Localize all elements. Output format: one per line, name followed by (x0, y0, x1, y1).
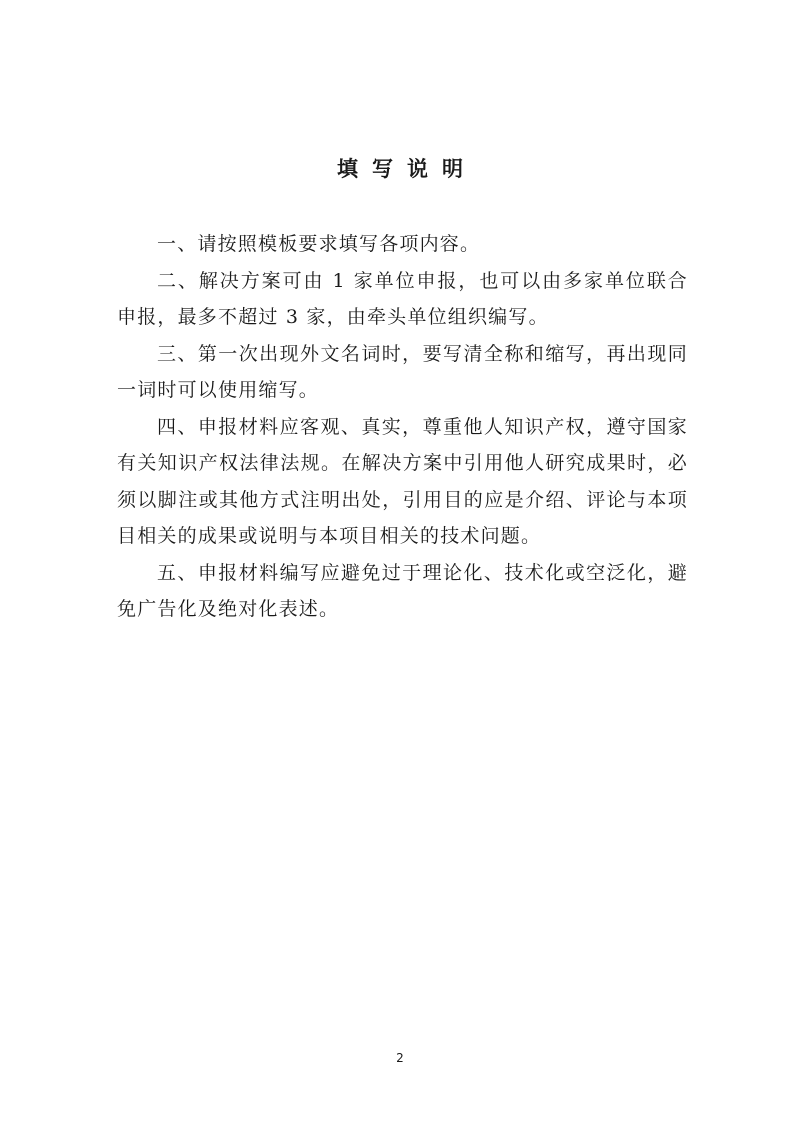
document-title: 填写说明 (337, 157, 477, 181)
paragraph-5: 五、申报材料编写应避免过于理论化、技术化或空泛化，避免广告化及绝对化表述。 (117, 561, 688, 620)
paragraph-3: 三、第一次出现外文名词时，要写清全称和缩写，再出现同一词时可以使用缩写。 (117, 342, 688, 401)
paragraph-4: 四、申报材料应客观、真实，尊重他人知识产权，遵守国家有关知识产权法律法规。在解决方案中引用他人研究成果时，必须以脚注或其他方式注明出处，引用目的应是介绍、评论与本项目相关的成果或说明与本项目相关的技术问题。 (117, 415, 688, 547)
paragraph-2: 二、解决方案可由 1 家单位申报，也可以由多家单位联合申报，最多不超过 3 家，由牵头单位组织编写。 (117, 269, 688, 328)
paragraph-1: 一、请按照模板要求填写各项内容。 (157, 233, 481, 255)
document-body (117, 226, 688, 628)
page-number: 2 (396, 1051, 404, 1065)
